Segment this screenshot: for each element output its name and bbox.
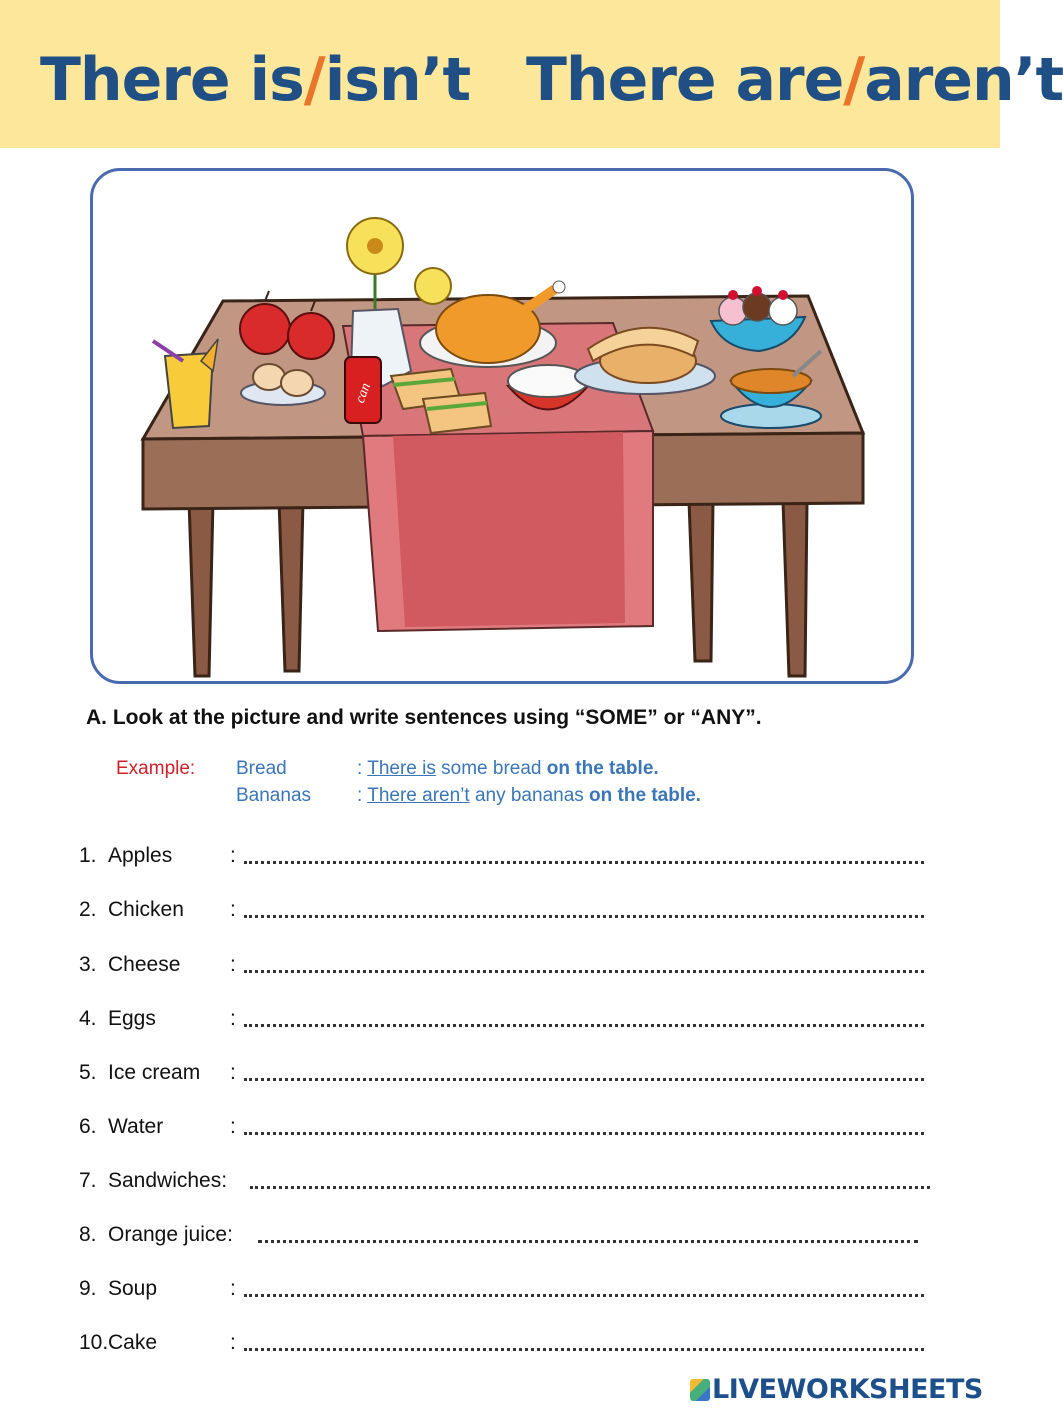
example-underlined: There is bbox=[367, 758, 436, 779]
title-left-part2: isn’t bbox=[324, 45, 471, 115]
question-number: 1. bbox=[79, 844, 97, 867]
title-right-part2: aren’t bbox=[864, 45, 1063, 115]
question-colon: : bbox=[230, 953, 236, 976]
liveworksheets-logo-icon bbox=[690, 1379, 710, 1401]
example-middle: some bread bbox=[435, 758, 547, 779]
answer-line-cake[interactable] bbox=[244, 1348, 924, 1351]
example-colon: : bbox=[357, 785, 368, 806]
soda-can bbox=[345, 357, 381, 423]
answer-line-chicken[interactable] bbox=[244, 915, 924, 918]
liveworksheets-logo bbox=[690, 1374, 983, 1405]
question-soup bbox=[79, 1277, 236, 1301]
title-left-part1: There is bbox=[40, 45, 304, 115]
answer-line-eggs[interactable] bbox=[244, 1024, 924, 1027]
title-there-is-isnt bbox=[40, 40, 470, 120]
question-water bbox=[79, 1115, 236, 1139]
example-underlined: There aren’t bbox=[367, 785, 470, 806]
question-label: Apples bbox=[108, 844, 173, 867]
example-bold: on the table. bbox=[589, 785, 701, 806]
can-label: can bbox=[352, 381, 374, 406]
question-sandwiches bbox=[79, 1169, 227, 1193]
question-label: Water bbox=[108, 1115, 164, 1138]
question-number: 5. bbox=[79, 1061, 97, 1084]
example-sentence-bread bbox=[357, 758, 659, 780]
question-apples bbox=[79, 844, 236, 868]
question-chicken bbox=[79, 898, 236, 922]
question-number: 3. bbox=[79, 953, 97, 976]
answer-line-cheese[interactable] bbox=[244, 970, 924, 973]
question-cheese bbox=[79, 953, 236, 977]
question-label: Cheese bbox=[108, 953, 181, 976]
question-eggs bbox=[79, 1007, 236, 1031]
question-label: Chicken bbox=[108, 898, 184, 921]
example-word-bananas: Bananas bbox=[236, 785, 312, 806]
answer-line-soup[interactable] bbox=[244, 1294, 924, 1297]
answer-line-apples[interactable] bbox=[244, 861, 924, 864]
logo-text: LIVEWORKSHEETS bbox=[712, 1374, 983, 1405]
question-colon: : bbox=[230, 1277, 236, 1300]
example-colon: : bbox=[357, 758, 368, 779]
question-cake bbox=[79, 1331, 236, 1355]
question-number: 9. bbox=[79, 1277, 97, 1300]
answer-line-ice-cream[interactable] bbox=[244, 1078, 924, 1081]
table-illustration bbox=[93, 171, 911, 681]
answer-line-water[interactable] bbox=[244, 1132, 924, 1135]
question-number: 10. bbox=[79, 1331, 109, 1354]
example-middle: any bananas bbox=[469, 785, 590, 806]
table-picture bbox=[90, 168, 914, 684]
question-label: Ice cream bbox=[108, 1061, 201, 1084]
example-label: Example: bbox=[116, 758, 196, 779]
title-left-slash: / bbox=[303, 45, 325, 115]
answer-line-sandwiches[interactable] bbox=[250, 1186, 930, 1189]
question-number: 8. bbox=[79, 1223, 97, 1246]
example-bold: on the table. bbox=[546, 758, 659, 779]
example-sentence-bananas bbox=[357, 785, 701, 807]
question-colon: : bbox=[230, 844, 236, 867]
question-label: Cake bbox=[108, 1331, 158, 1354]
question-number: 7. bbox=[79, 1169, 97, 1192]
answer-line-orange-juice[interactable] bbox=[258, 1240, 918, 1243]
section-a-instruction: A. Look at the picture and write sentences using “SOME” or “ANY”. bbox=[86, 706, 762, 729]
question-label: Soup bbox=[108, 1277, 158, 1300]
question-label: Sandwiches: bbox=[108, 1169, 228, 1192]
question-colon: : bbox=[230, 898, 236, 921]
question-colon: : bbox=[230, 1331, 236, 1354]
question-label: Eggs bbox=[108, 1007, 156, 1030]
title-right-part1: There are bbox=[526, 45, 844, 115]
question-orange-juice bbox=[79, 1223, 233, 1247]
question-number: 4. bbox=[79, 1007, 97, 1030]
title-there-are-arent bbox=[526, 40, 1063, 120]
question-colon: : bbox=[230, 1007, 236, 1030]
example-word-bread: Bread bbox=[236, 758, 287, 779]
question-label: Orange juice: bbox=[108, 1223, 233, 1246]
question-ice-cream bbox=[79, 1061, 236, 1085]
title-right-slash: / bbox=[843, 45, 865, 115]
question-colon: : bbox=[230, 1115, 236, 1138]
question-number: 2. bbox=[79, 898, 97, 921]
question-number: 6. bbox=[79, 1115, 97, 1138]
question-colon: : bbox=[230, 1061, 236, 1084]
